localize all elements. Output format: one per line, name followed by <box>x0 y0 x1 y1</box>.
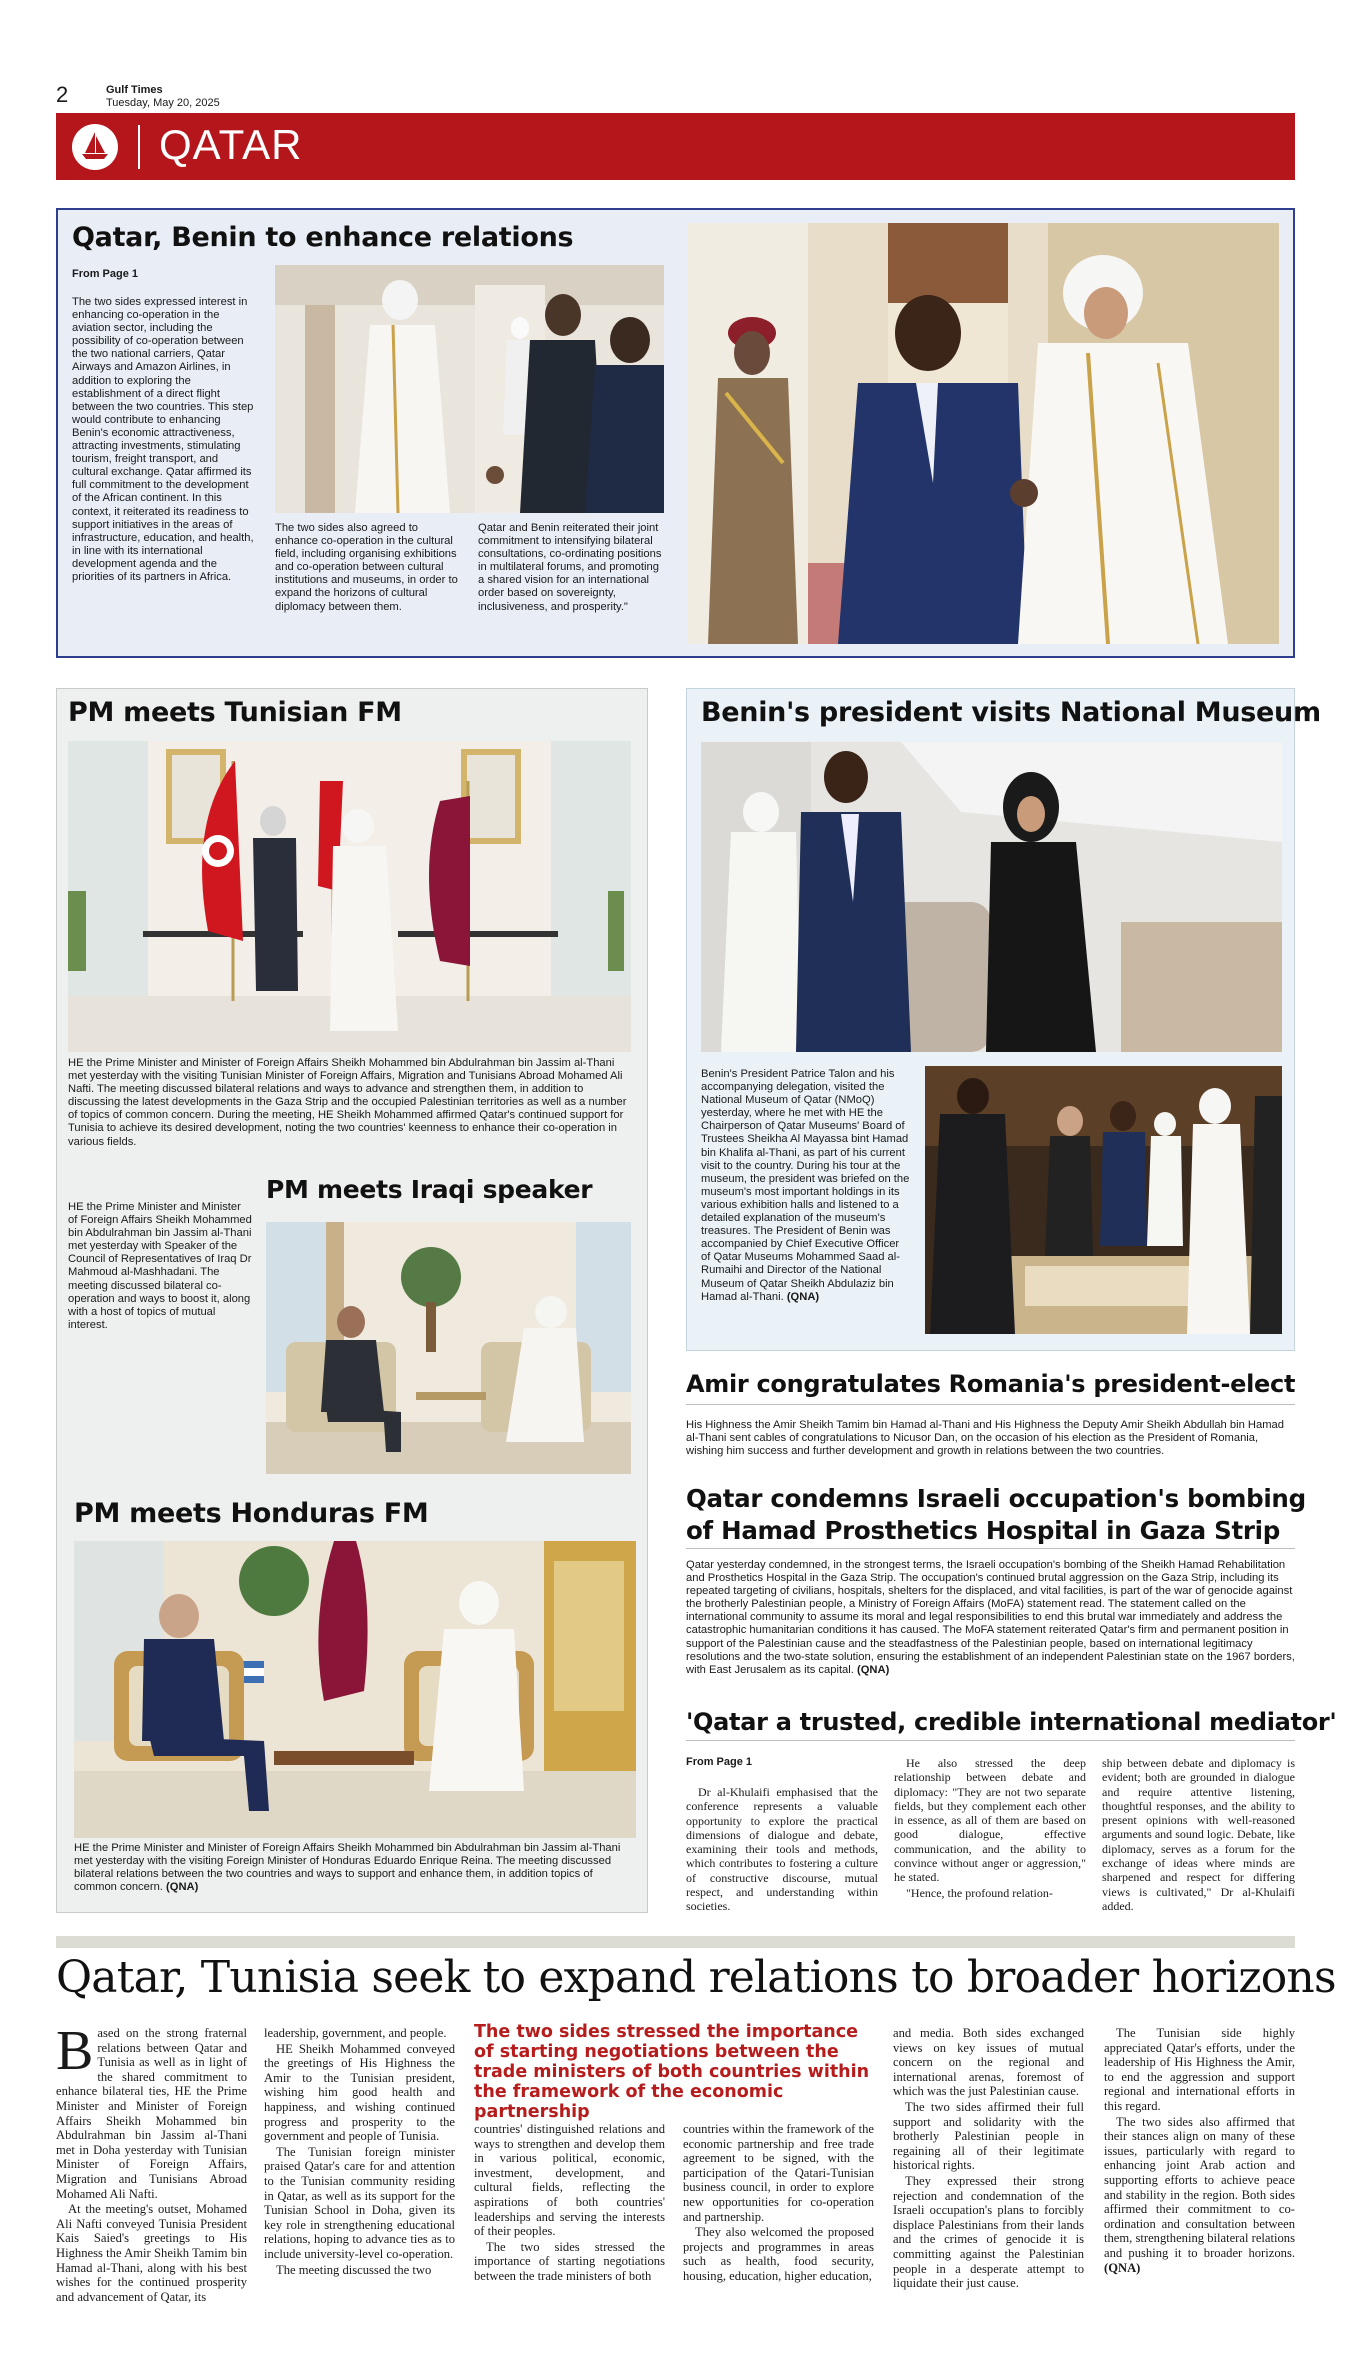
iraqi-speaker-headline: PM meets Iraqi speaker <box>266 1175 593 1204</box>
gaza-condemn-body: Qatar yesterday condemned, in the strongest terms, the Israeli occupation's bombing of the Sheikh Hamad Rehabilitation and Prosthetics Hospital in the Gaza Strip. The occupation's continued brutal aggression on the Gaza Strip, including its repeated targeting of civilians, hospitals, shelters for the displaced, and vital facilities, is part of the war of genocide against the brotherly Palestinian people, a Ministry of Foreign Affairs (MoFA) statement read. The statement called on the international community to assume its moral and legal responsibilities to end this brutal war immediately and address the catastrophic humanitarian conditions it has caused. The MoFA statement reiterated Qatar's firm and permanent position in support of the Palestinian cause and the steadfastness of the Palestinian people, based on international legitimacy resolutions and the two-state solution, ensuring the establishment of an independent Palestinian state on the 1967 borders, with East Jerusalem as its capital. <box>686 1559 1295 1676</box>
tunisia-main-col4 <box>683 2122 874 2285</box>
benin-handshake-photo-large <box>688 223 1279 644</box>
mediator-col2 <box>894 1756 1086 1901</box>
benin-relations-col2: The two sides also agreed to enhance co-operation in the cultural field, including organising exhibitions and co-operation between cultural institutions and museums, in order to expand the horizons of cultural diplomacy between them. <box>275 522 458 613</box>
benin-relations-col1: The two sides expressed interest in enhancing co-operation in the aviation sector, including the possibility of co-operation between the two national carriers, Qatar Airways and Amazon Airlines, in addition to exploring the establishment of a direct flight between the two countries. This step would contribute to enhancing Benin's economic attractiveness, attracting investments, stimulating tourism, freight transport, and cultural exchange. Qatar affirmed its full commitment to the development of the African continent. In this context, it reiterated its readiness to support initiatives in the areas of infrastructure, education, and health, in line with its international development agenda and the priorities of its partners in Africa. <box>72 296 254 583</box>
tunisia-main-col2-para1: leadership, government, and people. <box>264 2026 447 2040</box>
tunisia-main-col4-para2: They also welcomed the proposed projects and programmes in areas such as health, food security, housing, education, higher education, <box>683 2225 874 2283</box>
honduras-fm-photo <box>74 1541 636 1838</box>
mediator-col1: Dr al-Khulaifi emphasised that the conference represents a valuable opportunity to explore the practical dimensions of dialogue and debate, examining their tools and methods, which contributes to fostering a culture of constructive discourse, mutual respect, and understanding within societies. <box>686 1785 878 1914</box>
benin-handshake-photo-small <box>275 265 664 513</box>
amir-romania-headline: Amir congratulates Romania's president-elect <box>686 1370 1296 1398</box>
gaza-condemn-text <box>686 1559 1295 1677</box>
tunisia-main-col2-para2: HE Sheikh Mohammed conveyed the greetings of His Highness the Amir to the Tunisian president, wishing him good health and happiness, and wishing continued progress and prosperity to the government and people of Tunisia. <box>264 2041 455 2144</box>
tunisia-main-col5-para3: They expressed their strong rejection and condemnation of the Israeli occupation's plans to forcibly displace Palestinians from their lands and the crimes of genocide it is committing against the Palestinian people in a desperate attempt to liquidate their just cause. <box>893 2173 1084 2291</box>
mediator-from-page: From Page 1 <box>686 1756 753 1768</box>
mediator-headline: 'Qatar a trusted, credible international mediator' <box>686 1708 1337 1736</box>
benin-museum-photo-main <box>701 742 1282 1052</box>
tunisia-main-col3-para2: The two sides stressed the importance of starting negotiations between the trade ministers of both <box>474 2239 665 2283</box>
tunisia-main-credit: (QNA) <box>1104 2260 1141 2275</box>
mediator-col3: ship between debate and diplomacy is evident; both are grounded in dialogue and require attentive listening, thoughtful responses, and the ability to present opinions with well-reasoned arguments and sound logic. Debate, like diplomacy, serves as a forum for the exchange of ideas where minds are sharpened and respect for differing views is cultivated," Dr al-Khulaifi added. <box>1102 1756 1295 1913</box>
tunisia-main-col6-text: The two sides also affirmed that their stances align on many of these issues, particularly with regard to enhancing joint Arab action and supporting efforts to achieve peace and stability in the region. Both sides affirmed their commitment to co-ordination and consultation between them, strengthening bilateral relations and pushing it to broader horizons. <box>1104 2114 1295 2260</box>
honduras-caption-credit: (QNA) <box>166 1881 199 1894</box>
tunisian-fm-headline: PM meets Tunisian FM <box>68 697 402 728</box>
tunisia-main-col3-para1: countries' distinguished relations and ways to strengthen and develop them in various political, economic, investment, development, and cultural fields, reflecting the aspirations of both countries' leaderships and serving the interests of their peoples. <box>474 2122 665 2239</box>
section-title: QATAR <box>159 121 303 168</box>
mediator-col2-para2: "Hence, the profound relation- <box>906 1885 1053 1900</box>
benin-relations-headline: Qatar, Benin to enhance relations <box>72 222 574 253</box>
tunisia-main-col2 <box>264 2026 455 2278</box>
tunisia-main-col6-para1: The Tunisian side highly appreciated Qatar's efforts, under the leadership of His Highness the Amir, to end the aggression and support regional and international efforts in this regard. <box>1104 2026 1295 2113</box>
benin-museum-body: Benin's President Patrice Talon and his accompanying delegation, visited the National Museum of Qatar (NMoQ) yesterday, where he met with HE the Chairperson of Qatar Museums' Board of Trustees Sheikha Al Mayassa bint Hamad bin Khalifa al-Thani, as part of his current visit to the country. During his tour at the museum, the president was briefed on the museum's most important holdings in its various exhibition halls and listened to a detailed explanation of the museum's treasures. The President of Benin was accompanied by Chief Executive Officer of Qatar Museums Mohammed Saad al-Rumaihi and Director of the National Museum of Qatar Sheikh Abdulaziz bin Hamad al-Thani. <box>701 1068 910 1303</box>
pull-quote: The two sides stressed the importance of starting negotiations between the trade ministers of both countries within the framework of the economic partnership <box>474 2022 870 2122</box>
tunisia-main-col1-para2: At the meeting's outset, Mohamed Ali Nafti conveyed Tunisia President Kais Saied's greetings to His Highness the Amir Sheikh Tamim bin Hamad al-Thani, along with his best wishes for the continued prosperity and advancement of Qatar, its <box>56 2202 247 2304</box>
tunisia-main-col3 <box>474 2122 665 2285</box>
benin-museum-headline: Benin's president visits National Museum <box>701 697 1321 728</box>
tunisia-main-col5 <box>893 2026 1084 2292</box>
page-number: 2 <box>56 82 69 107</box>
section-banner <box>56 113 1295 180</box>
gaza-condemn-credit: (QNA) <box>857 1663 890 1676</box>
dhow-logo-icon <box>72 124 118 170</box>
tunisia-main-col2-para3: The Tunisian foreign minister praised Qatar's care for and attention to the Tunisian community residing in Qatar, as well as its support for the Tunisian School in Doha, given its key role in strengthening educational relations, hoping to advance ties as to include university-level co-operation. <box>264 2144 455 2261</box>
from-page-label: From Page 1 <box>72 268 139 280</box>
tunisian-fm-caption: HE the Prime Minister and Minister of Foreign Affairs Sheikh Mohammed bin Abdulrahman bin Jassim al-Thani met yesterday with the visiting Tunisian Minister of Foreign Affairs, Migration and Tunisians Abroad Mohamed Ali Nafti. The meeting discussed bilateral relations and ways to advance and strengthen them, in addition to discussing the latest developments in the Gaza Strip and the occupied Palestinian territories as well as a number of topics of common concern. During the meeting, HE Sheikh Mohammed affirmed Qatar's continued support for Tunisia to achieve its desired development, noting the two countries' keenness to enhance their co-operation in various fields. <box>68 1057 627 1148</box>
honduras-fm-headline: PM meets Honduras FM <box>74 1498 429 1529</box>
iraqi-speaker-text: HE the Prime Minister and Minister of Foreign Affairs Sheikh Mohammed bin Abdulrahman bin Jassim al-Thani met yesterday with Speaker of the Council of Representatives of Iraq Dr Mahmoud al-Mashhadani. The meeting discussed bilateral co-operation and ways to boost it, along with a host of topics of mutual interest. <box>68 1201 252 1331</box>
tunisia-main-col6 <box>1104 2026 1295 2276</box>
benin-relations-col3: Qatar and Benin reiterated their joint commitment to intensifying bilateral consultations, co-ordinating positions in multilateral forums, and promoting a shared vision for an international order based on sovereignty, inclusiveness, and prosperity." <box>478 522 662 613</box>
publication-date: Tuesday, May 20, 2025 <box>106 97 220 109</box>
tunisia-main-col5-para1: and media. Both sides exchanged views on key issues of mutual concern on the regional and international arenas, foremost of which was the just Palestinian cause. <box>893 2026 1084 2099</box>
iraqi-speaker-photo <box>266 1222 631 1474</box>
benin-museum-photo-exhibit <box>925 1066 1282 1334</box>
tunisian-fm-photo <box>68 741 631 1052</box>
tunisia-main-col6-para2 <box>1104 2115 1295 2276</box>
gaza-condemn-headline-line2: of Hamad Prosthetics Hospital in Gaza Strip <box>686 1516 1280 1545</box>
tunisia-main-col1 <box>56 2020 247 2305</box>
tunisia-main-col4-para1: countries within the framework of the economic partnership and free trade agreement to be signed, with the participation of the Qatari-Tunisian business council, in order to explore new opportunities for co-operation and partnership. <box>683 2122 874 2224</box>
tunisia-main-col5-para2: The two sides affirmed their full support and solidarity with the brotherly Palestinian people in regaining all of their legitimate historical rights. <box>893 2099 1084 2173</box>
benin-museum-text <box>701 1068 911 1304</box>
honduras-caption-text: HE the Prime Minister and Minister of Foreign Affairs Sheikh Mohammed bin Abdulrahman bin Jassim al-Thani met yesterday with the visiting Foreign Minister of Honduras Eduardo Enrique Reina. The meeting discussed bilateral relations between the two countries and ways to support and enhance them, in addition topics of common concern. <box>74 1842 621 1894</box>
tunisia-main-col1-para1: ased on the strong fraternal relations between Qatar and Tunisia as well as in light of the shared commitment to enhance bilateral ties, HE the Prime Minister and Minister of Foreign Affairs Sheikh Mohammed bin Abdulrahman bin Jassim al-Thani met in Doha yesterday with Tunisian Minister of Foreign Affairs, Migration and Tunisians Abroad Mohamed Ali Nafti. <box>56 2026 247 2201</box>
publication-name: Gulf Times <box>106 84 163 96</box>
mediator-col2-para1: He also stressed the deep relationship between debate and diplomacy: "They are not two separate fields, but they complement each other in essence, as all of them are based on good dialogue, effective communication, and the ability to convince without anger or aggression," he stated. <box>894 1756 1086 1885</box>
drop-cap: B <box>56 2020 94 2082</box>
tunisia-main-col2-para4: The meeting discussed the two <box>276 2262 432 2277</box>
honduras-fm-caption <box>74 1842 636 1894</box>
tunisia-main-headline: Qatar, Tunisia seek to expand relations to broader horizons <box>56 1952 1336 2003</box>
amir-romania-text: His Highness the Amir Sheikh Tamim bin Hamad al-Thani and His Highness the Deputy Amir Sheikh Abdullah bin Hamad al-Thani sent cables of congratulations to Nicusor Dan, on the occasion of his election as the President of Romania, wishing him success and further development and growth in relations between the two countries. <box>686 1419 1284 1458</box>
gaza-condemn-headline-line1: Qatar condemns Israeli occupation's bombing <box>686 1484 1306 1513</box>
benin-museum-credit: (QNA) <box>786 1290 820 1303</box>
